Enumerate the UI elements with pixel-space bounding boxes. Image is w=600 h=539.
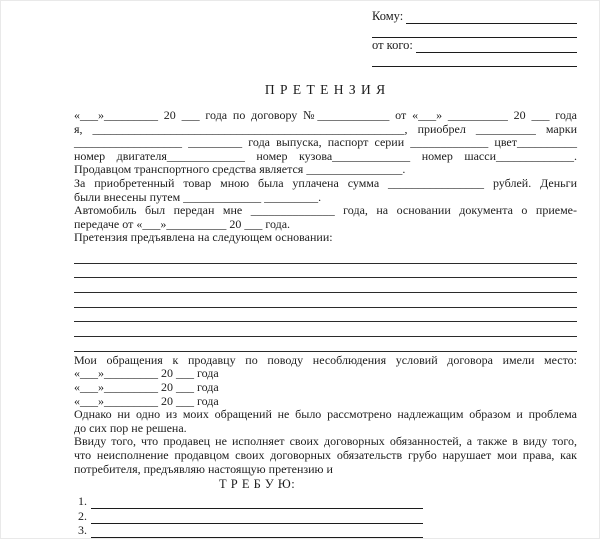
intro-paragraph [74, 109, 577, 245]
appeals-paragraph [74, 354, 577, 476]
from-blank-line-2 [372, 54, 577, 67]
intro-line: передаче от «___»__________ 20 ___ года. [74, 216, 291, 231]
ruled-blank-line [74, 264, 577, 279]
ruled-blank-line [74, 293, 577, 308]
addressee-from-row [372, 38, 577, 53]
appeals-line: Однако ни одно из моих обращений не было рассмотрено надлежащим образом и проблема [74, 407, 577, 422]
to-blank-line-2 [372, 25, 577, 38]
intro-line: были внесены путем _____________ _________. [74, 189, 322, 204]
intro-line: __________________ _________ года выпуска, паспорт серии _____________ цвет__________ [74, 135, 577, 150]
intro-line: Претензия предъявлена на следующем основании: [74, 230, 333, 245]
claim-basis-blank-lines [74, 249, 577, 352]
to-label: Кому: [372, 8, 404, 23]
ruled-blank-line [74, 337, 577, 352]
ruled-blank-line [74, 322, 577, 337]
addressee-block [372, 9, 577, 67]
intro-line: Автомобиль был передан мне ______________ года, на основании документа о приеме- [74, 203, 577, 218]
appeals-line: что неисполнение продавцом своих договорных обязательств грубо нарушает мои права, как [74, 447, 577, 462]
ruled-blank-line [74, 278, 577, 293]
demand-heading: Т Р Е Б У Ю: [219, 477, 296, 492]
appeal-date-line: «___»_________ 20 ___ года [74, 366, 219, 381]
appeals-line: Ввиду того, что продавец не исполняет своих договорных обязанностей, а также в виду того, [74, 434, 577, 449]
intro-line: Продавцом транспортного средства является ________________. [74, 162, 406, 177]
addressee-to-extra-row [372, 24, 577, 39]
demand-blank-line [91, 496, 423, 509]
appeals-line: до сих пор не решена. [74, 420, 187, 435]
document-title: П Р Е Т Е Н З И Я [264, 82, 387, 97]
appeals-line: Мои обращения к продавцу по поводу несоблюдения условий договора имели место: [74, 352, 577, 367]
demand-item [74, 524, 577, 538]
demand-item [74, 495, 577, 509]
intro-line: «___»_________ 20 ___ года по договору №____________ от «___» __________ 20 ___ года [74, 108, 577, 122]
intro-line: За приобретенный товар мною была уплачена сумма ________________ рублей. Деньги [74, 175, 577, 190]
addressee-to-row [372, 9, 577, 24]
demand-list [74, 495, 577, 538]
appeal-date-line: «___»_________ 20 ___ года [74, 379, 219, 394]
demand-item [74, 509, 577, 523]
ruled-blank-line [74, 249, 577, 264]
demand-item-number: 2. [78, 508, 87, 523]
addressee-from-extra-row [372, 53, 577, 68]
appeals-line: потребителя, предъявляю настоящую претензию и [74, 461, 333, 476]
appeal-date-line: «___»_________ 20 ___ года [74, 393, 219, 408]
intro-line: я, ____________________________________________________, приобрел __________ марки [74, 121, 577, 136]
to-blank-line [406, 11, 577, 24]
ruled-blank-line [74, 308, 577, 323]
intro-line: номер двигателя_____________ номер кузова_____________ номер шасси_____________. [74, 148, 577, 163]
demand-item-number: 1. [78, 494, 87, 509]
demand-item-number: 3. [78, 523, 87, 538]
from-label: от кого: [372, 37, 413, 52]
demand-blank-line [91, 511, 423, 524]
demand-blank-line [91, 525, 423, 538]
from-blank-line [416, 40, 577, 53]
